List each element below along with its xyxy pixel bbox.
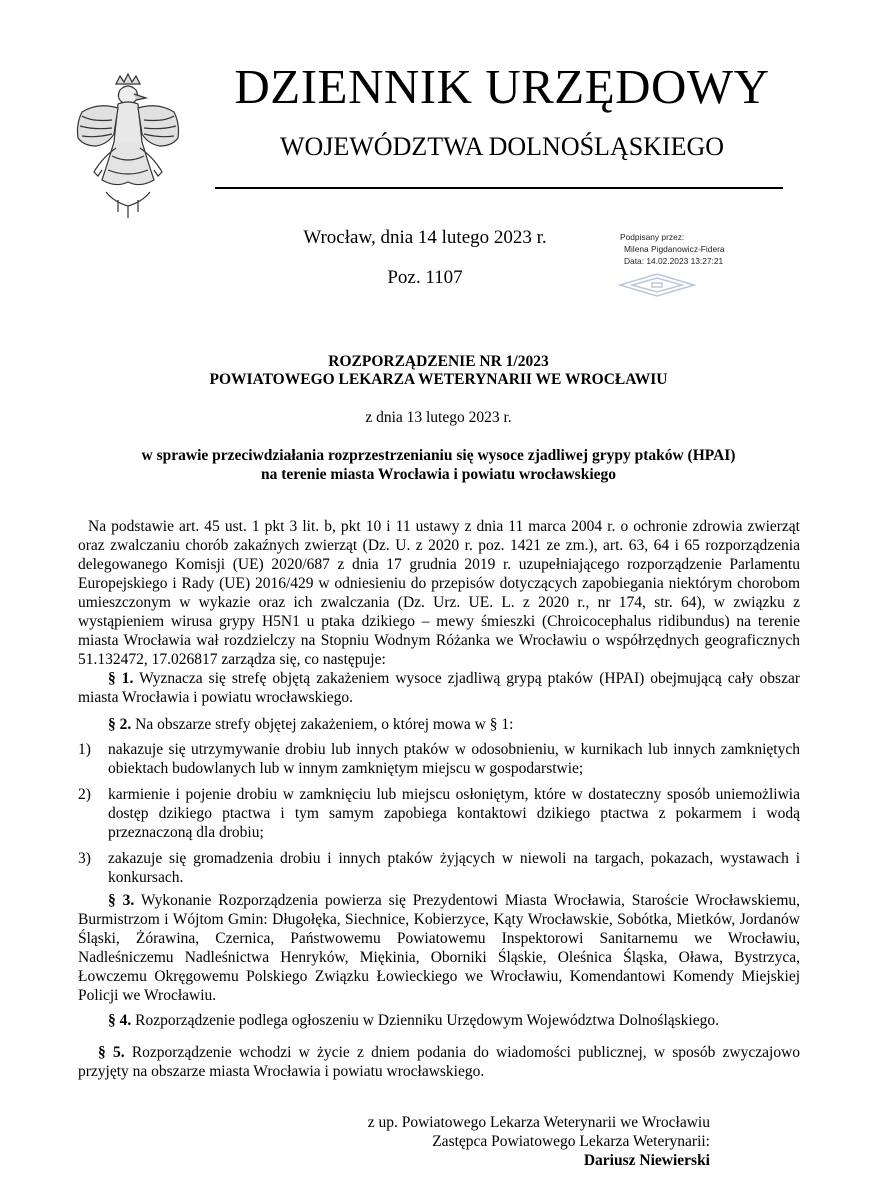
signature-line-1: z up. Powiatowego Lekarza Weterynarii we Wrocławiu bbox=[367, 1114, 710, 1131]
section-1-text: Wyznacza się strefę objętą zakażeniem wysoce zjadliwą grypą ptaków (HPAI) obejmującą cały obszar miasta Wrocławia i powiatu wrocławskiego. bbox=[78, 670, 800, 706]
regulation-subject-line1: w sprawie przeciwdziałania rozprzestrzenianiu się wysoce zjadliwej grypy ptaków (HPAI) bbox=[141, 447, 736, 464]
section-2-text: Na obszarze strefy objętej zakażeniem, o której mowa w § 1: bbox=[135, 716, 514, 733]
section-1 bbox=[78, 669, 800, 707]
section-4-text: Rozporządzenie podlega ogłoszeniu w Dzienniku Urzędowym Województwa Dolnośląskiego. bbox=[135, 1012, 719, 1029]
section-2 bbox=[78, 715, 800, 734]
journal-subtitle: WOJEWÓDZTWA DOLNOŚLĄSKIEGO bbox=[279, 132, 725, 161]
position-number: Poz. 1107 bbox=[387, 267, 463, 288]
journal-title: DZIENNIK URZĘDOWY bbox=[234, 59, 770, 114]
section-4-label: § 4. bbox=[108, 1012, 132, 1029]
preamble-text: Na podstawie art. 45 ust. 1 pkt 3 lit. b, pkt 10 i 11 ustawy z dnia 11 marca 2004 r. o ochronie zdrowia zwierząt oraz zwalczaniu chorób zakaźnych zwierząt (Dz. U. z 2020 r. poz. 1421 ze zm.), art. 63, 64 i 65 rozporządzenia delegowanego Komisji (UE) 2020/687 z dnia 17 grudnia 2019 r. uzupełniającego rozporządzenie Parlamentu Europejskiego i Rady (UE) 2016/429 w odniesieniu do przepisów dotyczących zapobiegania niektórym chorobom umieszczonym w wykazie oraz ich zwalczania (Dz. Urz. UE. L. z 2020 r., nr 174, str. 64), w związku z wystąpieniem wirusa grypy H5N1 u ptaka dzikiego – mewy śmieszki (Chroicocephalus ridibundus) na terenie miasta Wrocławia wał rozdzielczy na Stopniu Wodnym Różanka we Wrocławiu o współrzędnych geograficznych 51.132472, 17.026817 zarządza się, co następuje: bbox=[78, 518, 800, 668]
section-5-label: § 5. bbox=[98, 1044, 125, 1061]
list-item-text: nakazuje się utrzymywanie drobiu lub innych ptaków w odosobnieniu, w kurnikach lub innych zamkniętych obiektach budowlanych lub w innym zamkniętym miejscu w gospodarstwie; bbox=[108, 741, 800, 777]
polish-eagle-emblem-icon bbox=[68, 72, 188, 222]
section-4 bbox=[78, 1011, 800, 1030]
section-2-label: § 2. bbox=[108, 716, 132, 733]
regulation-subject-line2: na terenie miasta Wrocławia i powiatu wrocławskiego bbox=[260, 466, 617, 483]
list-item-number: 2) bbox=[78, 786, 91, 803]
section-3-label: § 3. bbox=[108, 892, 135, 909]
electronic-signature-stamp bbox=[620, 231, 860, 267]
section-1-label: § 1. bbox=[108, 670, 134, 687]
list-item bbox=[78, 849, 800, 887]
regulation-number: ROZPORZĄDZENIE NR 1/2023 bbox=[328, 353, 549, 370]
section-5 bbox=[78, 1043, 800, 1081]
signature-block bbox=[300, 1113, 710, 1170]
signature-line-2: Zastępca Powiatowego Lekarza Weterynarii: bbox=[432, 1133, 710, 1150]
section-2-list-3 bbox=[78, 849, 800, 887]
list-item bbox=[78, 785, 800, 842]
regulation-date: z dnia 13 lutego 2023 r. bbox=[365, 409, 512, 426]
signature-label: Podpisany przez: bbox=[620, 232, 685, 242]
signatory-name: Dariusz Niewierski bbox=[583, 1152, 710, 1169]
dateline: Wrocław, dnia 14 lutego 2023 r. bbox=[303, 227, 547, 248]
issuing-authority: POWIATOWEGO LEKARZA WETERYNARII WE WROCŁAWIU bbox=[209, 371, 668, 388]
header-divider bbox=[215, 187, 783, 189]
section-2-list bbox=[78, 740, 800, 778]
list-item-number: 1) bbox=[78, 741, 91, 758]
signature-verified-icon bbox=[618, 272, 696, 298]
section-3 bbox=[78, 891, 800, 1005]
list-item bbox=[78, 740, 800, 778]
list-item-text: karmienie i pojenie drobiu w zamknięciu lub miejscu osłoniętym, które w dostateczny sposób uniemożliwia dostęp dzikiego ptactwa i tym samym zapobiega kontaktowi dzikiego ptactwa z pokarmem i wodą przeznaczoną dla drobiu; bbox=[108, 786, 800, 841]
section-2-list-2 bbox=[78, 785, 800, 842]
section-3-text: Wykonanie Rozporządzenia powierza się Prezydentowi Miasta Wrocławia, Staroście Wrocławskiemu, Burmistrzom i Wójtom Gmin: Długołęka, Siechnice, Kobierzyce, Kąty Wrocławskie, Sobótka, Mietków, Jordanów Śląski, Żórawina, Czernica, Państwowemu Powiatowemu Inspektorowi Sanitarnemu we Wrocławiu, Nadleśniczemu Nadleśnictwa Henryków, Miękinia, Oborniki Śląskie, Oleśnica Śląska, Oława, Bystrzyca, Łowczemu Okręgowemu Polskiego Związku Łowieckiego we Wrocławiu, Komendantowi Komendy Miejskiej Policji we Wrocławiu. bbox=[78, 892, 801, 1004]
list-item-text: zakazuje się gromadzenia drobiu i innych ptaków żyjących w niewoli na targach, pokazach, wystawach i konkursach. bbox=[108, 850, 800, 886]
signer-name: Milena Pigdanowicz-Fidera bbox=[624, 244, 725, 254]
signature-date: Data: 14.02.2023 13:27:21 bbox=[624, 256, 724, 266]
list-item-number: 3) bbox=[78, 850, 91, 867]
preamble bbox=[78, 517, 800, 669]
section-5-text: Rozporządzenie wchodzi w życie z dniem podania do wiadomości publicznej, w sposób zwyczajowo przyjęty na obszarze miasta Wrocławia i powiatu wrocławskiego. bbox=[78, 1044, 801, 1080]
